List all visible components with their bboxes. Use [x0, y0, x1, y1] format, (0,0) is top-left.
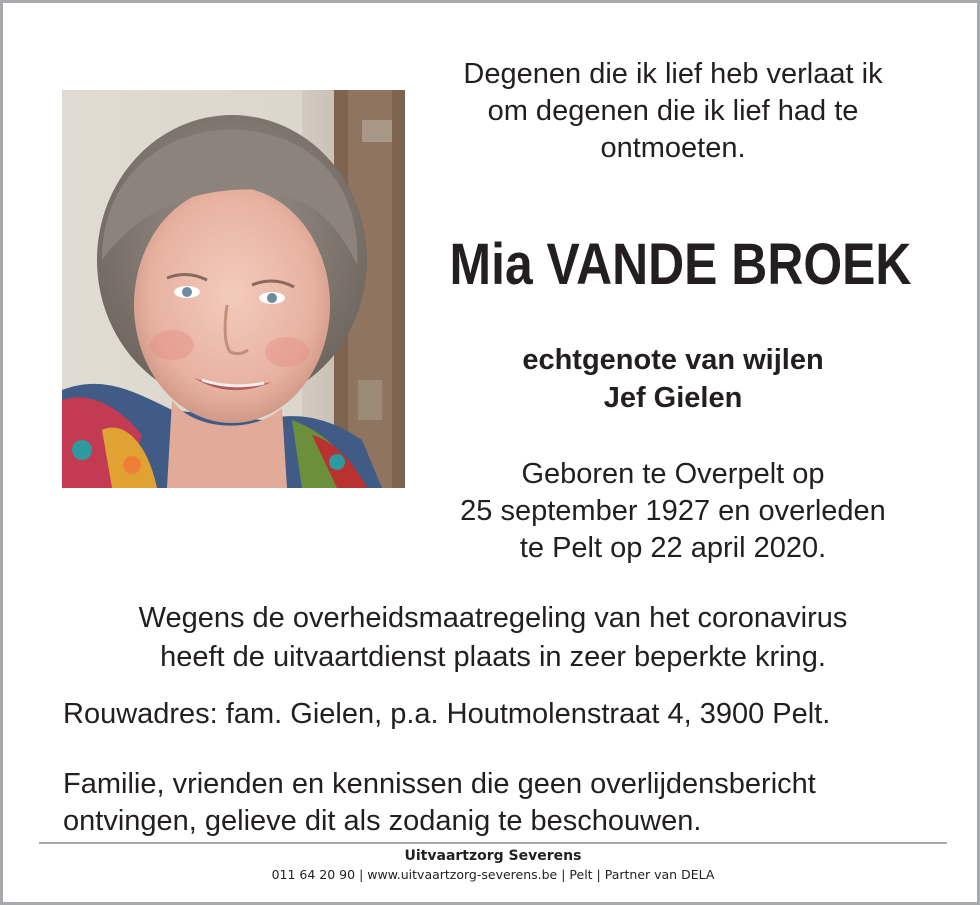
motto-line: Degenen die ik lief heb verlaat ik: [463, 58, 883, 90]
motto-line: ontmoeten.: [600, 132, 746, 164]
funeral-company-contact: 011 64 20 90 | www.uitvaartzorg-severens.be | Pelt | Partner van DELA: [271, 867, 715, 882]
corona-notice: [63, 599, 923, 677]
family-note-line: Familie, vrienden en kennissen die geen overlijdensbericht: [63, 768, 816, 800]
notice-line: heeft de uitvaartdienst plaats in zeer beperkte kring.: [160, 641, 826, 673]
birth-death-line: 25 september 1927 en overleden: [460, 495, 886, 527]
spouse-name: Jef Gielen: [603, 382, 743, 414]
spouse-relation: [423, 341, 923, 417]
portrait-photo: [62, 90, 405, 488]
birth-death-line: Geboren te Overpelt op: [521, 458, 825, 490]
family-note-line: ontvingen, gelieve dit als zodanig te beschouwen.: [63, 805, 702, 837]
birth-death-line: te Pelt op 22 april 2020.: [519, 532, 827, 564]
notice-line: Wegens de overheidsmaatregeling van het coronavirus: [138, 602, 848, 634]
funeral-company-name: Uitvaartzorg Severens: [404, 848, 582, 864]
birth-death-info: [423, 456, 923, 567]
relation-line: echtgenote van wijlen: [522, 344, 824, 376]
deceased-name: Mia VANDE BROEK: [449, 232, 912, 297]
motto-line: om degenen die ik lief had te: [487, 95, 859, 127]
motto-quote: [423, 56, 923, 167]
footer-divider: [39, 842, 947, 844]
family-note: [63, 766, 816, 840]
mourning-address: Rouwadres: fam. Gielen, p.a. Houtmolenstraat 4, 3900 Pelt.: [63, 698, 831, 730]
